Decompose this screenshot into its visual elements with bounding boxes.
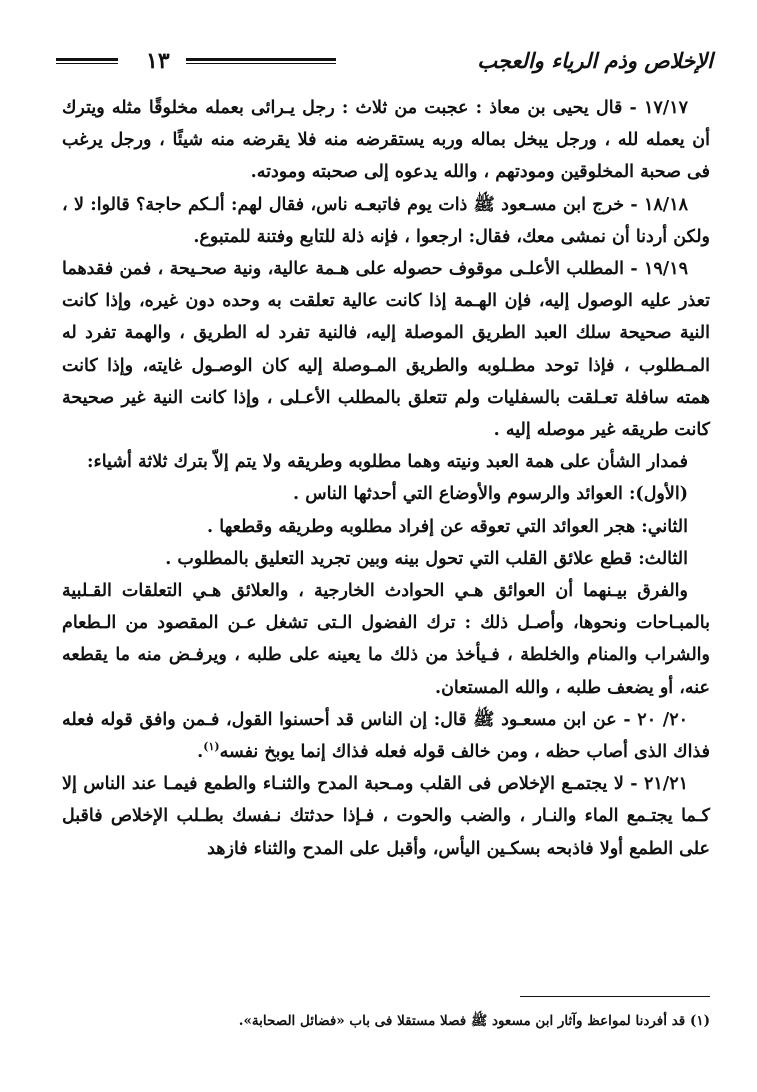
header-rule-middle [186,58,336,64]
page-number: ١٣ [146,48,170,74]
page-header [56,46,713,82]
footnote: (١) قد أفردنا لمواعظ وآثار ابن مسعود ﷺ فصلا مستقلا فى باب «فضائل الصحابة». [238,1013,710,1029]
paragraph-21: ٢١/٢١ - لا يجتمـع الإخلاص فى القلب ومـحبة المدح والثنـاء والطمع فيمـا عند الناس إلا كـما يجتـمع الماء والنـار ، والضب والحوت ، فـإذا حدثتك نـفسك بطـلب الإخلاص فاقبل على الطمع أولا فاذبحه بسكـين اليأس، وأقبل على المدح والثناء فازهد [62,774,710,859]
list-item-third: الثالث: قطع علائق القلب التي تحول بينه وبين تجريد التعليق بالمطلوب . [165,548,688,569]
header-rule-left [56,58,118,64]
paragraph-list-intro: فمدار الشأن على همة العبد ونيته وهما مطلوبه وطريقه ولا يتم إلاّ بترك ثلاثة أشياء: [87,452,688,473]
paragraph-difference: والفرق بيـنهما أن العوائق هـي الحوادث الخارجية ، والعلائق هـي التعلقات القـلبية بالمبـاحات ونحوها، وأصـل ذلك : ترك الفضول الـتى تشغل عـن المقصود من الـطعام والشراب والمنام والخلطة ، فـيأخذ من ذلك ما يعينه على طلبه ، ويرفـض منه ما يقطعه عنه، أو يضعف طلبه ، والله المستعان. [62,581,710,698]
page-body [62,92,710,865]
paragraph-19: ١٩/١٩ - المطلب الأعلـى موقوف حصوله على هـمة عالية، ونية صحـيحة ، فمن فقدهما تعذر عليه الوصول إليه، فإن الهـمة إذا كانت عالية تعلقت به وحده دون غيره، وإذا كانت النية صحيحة سلك العبد الطريق الموصلة إليه، فالنية تفرد له الطريق ، والهمة تفرد له المـطلوب ، فإذا توحد مطـلوبه والطريق المـوصلة إليه كان الوصـول غايته، وإذا كانت همته سافلة تعـلقت بالسفليات ولم تتعلق بالمطلب الأعـلى ، وإذا كانت النية غير صحيحة كانت طريقه غير موصله إليه . [62,259,710,441]
list-item-first: (الأول): العوائد والرسوم والأوضاع التي أحدثها الناس . [293,484,688,505]
paragraph-20-text: ٢٠/ ٢٠ - عن ابن مسعـود ﷺ قال: إن الناس قد أحسنوا القول، فـمن وافق قوله فعله فذاك الذى أصاب حظه ، ومن خالف قوله فعله فذاك إنما يوبخ نفسه [62,709,710,763]
running-header-title: الإخلاص وذم الرياء والعجب [477,48,713,73]
footnote-separator [520,996,710,997]
footnote-marker: (١) [203,740,220,754]
list-item-second: الثاني: هجر العوائد التي تعوقه عن إفراد مطلوبه وطريقه وقطعها . [207,516,688,537]
paragraph-20: ٢٠/ ٢٠ - عن ابن مسعـود ﷺ قال: إن الناس قد أحسنوا القول، فـمن وافق قوله فعله فذاك الذى أصاب حظه ، ومن خالف قوله فعله فذاك إنما يوبخ نفسه$^{(١)}$. [62,709,710,763]
paragraph-17: ١٧/١٧ - قال يحيى بن معاذ : عجبت من ثلاث : رجل يـرائى بعمله مخلوقًا مثله ويترك أن يعمله لله ، ورجل يبخل بماله وربه يستقرضه منه فلا يقرضه منه شيئًا ، ورجل يرغب فى صحبة المخلوقين ومودتهم ، والله يدعوه إلى صحبته ومودته. [62,98,710,183]
paragraph-18: ١٨/١٨ - خرج ابن مسـعود ﷺ ذات يوم فاتبعـه ناس، فقال لهم: ألـكم حاجة؟ قالوا: لا ، ولكن أردنا أن نمشى معك، فقال: ارجعوا ، فإنه ذلة للتابع وفتنة للمتبوع. [62,194,710,247]
